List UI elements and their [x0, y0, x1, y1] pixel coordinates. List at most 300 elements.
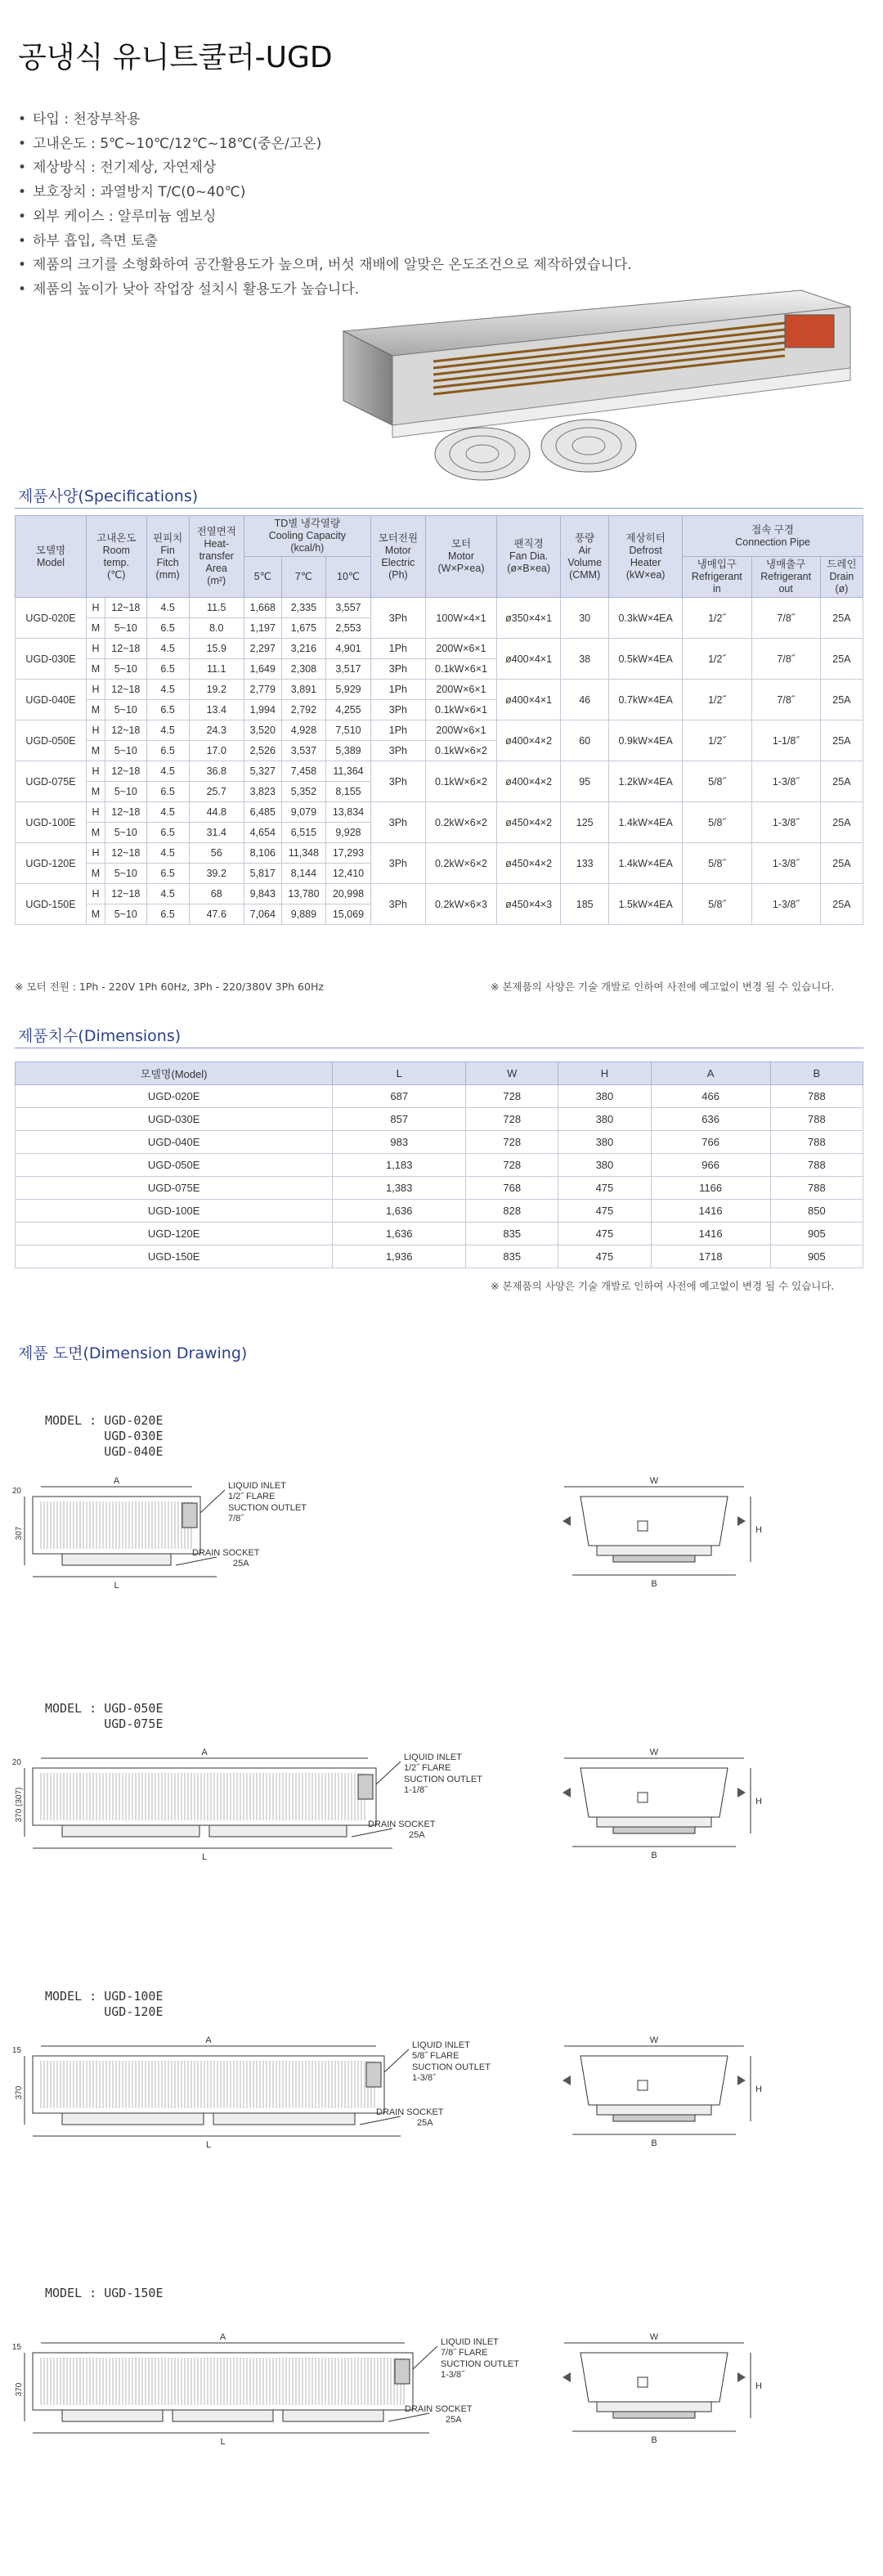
table-cell: 25A [820, 720, 863, 761]
grade-cell: M [87, 659, 105, 680]
table-cell: 1.2kW×4EA [609, 761, 683, 802]
table-cell: 30 [561, 598, 609, 639]
table-cell: 25A [820, 802, 863, 843]
table-row [16, 1177, 863, 1200]
model-cell: UGD-020E [16, 598, 87, 639]
table-cell: 200W×6×1 [426, 639, 497, 659]
drain-size: 25A [233, 1559, 249, 1568]
table-cell: 25A [820, 843, 863, 884]
table-cell: 788 [770, 1154, 863, 1177]
table-cell: 466 [651, 1085, 770, 1108]
dim-h: H [755, 2085, 762, 2094]
table-cell: 380 [558, 1131, 651, 1154]
table-cell: 12~18 [105, 884, 147, 904]
table-cell: UGD-020E [16, 1085, 333, 1108]
table-cell: 6,515 [281, 823, 326, 843]
table-cell: 47.6 [189, 904, 244, 925]
drain-size: 25A [417, 2118, 433, 2128]
col-room-temp: 고내온도 Room temp. (℃) [87, 516, 147, 598]
table-cell: ø450×4×2 [497, 802, 561, 843]
table-cell: 6.5 [146, 782, 189, 802]
dim-b: B [651, 1851, 657, 1860]
col-cap-5: 5℃ [244, 557, 281, 598]
col-heater: 제상히터 Defrost Heater (kW×ea) [609, 516, 683, 598]
grade-cell: M [87, 618, 105, 639]
dim-w: W [649, 2332, 659, 2342]
bullet: • [18, 135, 27, 152]
feature-item [18, 156, 632, 181]
table-cell: 1.4kW×4EA [609, 843, 683, 884]
table-cell: 788 [770, 1108, 863, 1131]
table-cell: 0.1kW×6×2 [426, 741, 497, 761]
table-cell: 6.5 [146, 618, 189, 639]
table-cell: 0.1kW×6×1 [426, 700, 497, 720]
table-cell: 4.5 [146, 761, 189, 782]
drawing-model-label: MODEL : UGD-100E UGD-120E [45, 1989, 164, 2019]
table-cell: 1/2˝ [683, 720, 751, 761]
table-cell: 380 [558, 1085, 651, 1108]
table-cell: 5~10 [105, 864, 147, 884]
col-connection: 접속 구경 Connection Pipe [683, 516, 863, 557]
table-cell: 31.4 [189, 823, 244, 843]
table-cell: 4,255 [326, 700, 371, 720]
grade-cell: M [87, 782, 105, 802]
table-cell: 15,069 [326, 904, 371, 925]
dim-a: A [219, 2332, 226, 2342]
table-cell: 2,792 [281, 700, 326, 720]
flare-label: 5/8˝ FLARE [412, 2051, 459, 2061]
table-cell: 9,843 [244, 884, 281, 904]
table-cell: 3Ph [370, 884, 425, 925]
suction-outlet-label: SUCTION OUTLET [441, 2359, 519, 2369]
table-cell: 2,335 [281, 598, 326, 618]
table-cell: 3,517 [326, 659, 371, 680]
model-cell: UGD-040E [16, 680, 87, 720]
dim-h: H [755, 1797, 762, 1806]
table-cell: 25A [820, 884, 863, 925]
drawing-model-label: MODEL : UGD-020E UGD-030E UGD-040E [45, 1413, 164, 1459]
table-row [16, 680, 863, 700]
table-cell: 4,928 [281, 720, 326, 741]
dim-h: H [755, 2381, 762, 2391]
dim-b: B [651, 2138, 657, 2148]
table-cell: 25A [820, 598, 863, 639]
liquid-inlet-label: LIQUID INLET [441, 2337, 499, 2347]
suction-outlet-label: SUCTION OUTLET [412, 2062, 491, 2072]
dim-l: L [220, 2437, 226, 2447]
table-cell: 5~10 [105, 782, 147, 802]
table-cell: 8.0 [189, 618, 244, 639]
feature-text: 외부 케이스 : 알루미늄 엠보싱 [33, 208, 217, 225]
table-cell: 44.8 [189, 802, 244, 823]
table-cell: 4,654 [244, 823, 281, 843]
table-cell: 4.5 [146, 639, 189, 659]
table-cell: 12~18 [105, 680, 147, 700]
table-cell: ø400×4×1 [497, 639, 561, 680]
liquid-inlet-label: LIQUID INLET [228, 1481, 286, 1491]
table-cell: UGD-075E [16, 1177, 333, 1200]
table-cell: 0.5kW×4EA [609, 639, 683, 680]
feature-text: 제상방식 : 전기제상, 자연제상 [33, 159, 217, 177]
fan-guard [62, 1554, 171, 1565]
table-cell: 11.1 [189, 659, 244, 680]
drain-size: 25A [409, 1830, 425, 1840]
feature-text: 고내온도 : 5℃~10℃/12℃~18℃(중온/고온) [33, 135, 322, 152]
table-cell: 5~10 [105, 823, 147, 843]
table-cell: 768 [466, 1177, 558, 1200]
table-cell: 60 [561, 720, 609, 761]
motor-note: ※ 모터 전원 : 1Ph - 220V 1Ph 60Hz, 3Ph - 220/380V 3Ph 60Hz [15, 981, 324, 993]
col-motor: 모터 Motor (W×P×ea) [426, 516, 497, 598]
fan-guard [283, 2410, 383, 2421]
col-header: 모델명(Model) [16, 1062, 333, 1085]
table-cell: 8,106 [244, 843, 281, 864]
dim-w: W [649, 1476, 659, 1486]
table-cell: 200W×6×1 [426, 720, 497, 741]
table-cell: 1,936 [333, 1245, 466, 1268]
table-cell: 95 [561, 761, 609, 802]
table-cell: 4.5 [146, 680, 189, 700]
table-cell: 5,929 [326, 680, 371, 700]
table-cell: 5/8˝ [683, 802, 751, 843]
flare-label: 7/8˝ FLARE [441, 2348, 488, 2358]
table-cell: 9,928 [326, 823, 371, 843]
front-view-body [580, 2056, 728, 2105]
suction-outlet-label: SUCTION OUTLET [404, 1775, 482, 1784]
table-cell: 1-3/8˝ [751, 843, 820, 884]
drawing-model-label: MODEL : UGD-150E [45, 2286, 164, 2300]
col-model: 모델명 Model [16, 516, 87, 598]
table-cell: 185 [561, 884, 609, 925]
dim-w: W [649, 2035, 659, 2045]
table-cell: 5/8˝ [683, 884, 751, 925]
flare-label: 1/2˝ FLARE [228, 1492, 276, 1501]
liquid-inlet-label: LIQUID INLET [412, 2040, 470, 2050]
dim-top: 15 [11, 2343, 21, 2352]
fan-guard [62, 2410, 163, 2421]
table-cell: 39.2 [189, 864, 244, 884]
model-cell: UGD-030E [16, 639, 87, 680]
table-row [16, 639, 863, 659]
table-cell: 25A [820, 761, 863, 802]
table-cell: 5,352 [281, 782, 326, 802]
feature-text: 제품의 크기를 소형화하여 공간활용도가 높으며, 버섯 재배에 알맞은 온도조건으로 제작하였습니다. [33, 257, 632, 274]
airflow-arrow-right [737, 2076, 746, 2085]
table-cell: 100W×4×1 [426, 598, 497, 639]
table-cell: 8,155 [326, 782, 371, 802]
table-cell: 13,780 [281, 884, 326, 904]
table-cell: 1416 [651, 1200, 770, 1223]
table-cell: 6.5 [146, 741, 189, 761]
model-cell: UGD-050E [16, 720, 87, 761]
grade-cell: M [87, 700, 105, 720]
table-cell: 1,636 [333, 1200, 466, 1223]
table-cell: 1416 [651, 1223, 770, 1245]
col-header: L [333, 1062, 466, 1085]
col-area: 전열면적 Heat- transfer Area (m²) [189, 516, 244, 598]
table-cell: 6.5 [146, 700, 189, 720]
table-cell: 5~10 [105, 741, 147, 761]
table-cell: 1166 [651, 1177, 770, 1200]
table-cell: 788 [770, 1177, 863, 1200]
table-cell: 2,308 [281, 659, 326, 680]
flare-label: 1/2˝ FLARE [404, 1763, 451, 1773]
fan-guard [62, 2113, 204, 2125]
table-cell: 25A [820, 639, 863, 680]
table-cell: 200W×6×1 [426, 680, 497, 700]
table-cell: 11,348 [281, 843, 326, 864]
front-view-body [580, 1768, 728, 1817]
table-cell: ø400×4×1 [497, 680, 561, 720]
table-cell: 687 [333, 1085, 466, 1108]
table-cell: 1-3/8˝ [751, 802, 820, 843]
table-cell: 7,458 [281, 761, 326, 782]
dim-l: L [201, 1852, 208, 1862]
table-cell: 7,510 [326, 720, 371, 741]
table-cell: 1.4kW×4EA [609, 802, 683, 843]
table-cell: 766 [651, 1131, 770, 1154]
outlet-size: 1-3/8˝ [441, 2370, 464, 2380]
fan-guard [213, 2113, 355, 2125]
outlet-size: 1-1/8˝ [404, 1785, 428, 1795]
dimensions-note: ※ 본제품의 사양은 기술 개발로 인하여 사전에 예고없이 변경 될 수 있습니다. [491, 1280, 835, 1292]
col-header: A [651, 1062, 770, 1085]
table-cell: 12~18 [105, 802, 147, 823]
liquid-inlet-label: LIQUID INLET [404, 1752, 462, 1762]
airflow-arrow-left [563, 2372, 571, 2382]
side-view-body [33, 2056, 384, 2113]
table-cell: 13.4 [189, 700, 244, 720]
table-cell: 1,994 [244, 700, 281, 720]
table-cell: 36.8 [189, 761, 244, 782]
table-cell: 1Ph [370, 639, 425, 659]
dim-a: A [201, 1748, 208, 1757]
table-row [16, 1245, 863, 1268]
bullet: • [18, 232, 27, 249]
table-cell: 3,557 [326, 598, 371, 618]
table-cell: 4.5 [146, 884, 189, 904]
table-cell: 475 [558, 1200, 651, 1223]
table-cell: 1,183 [333, 1154, 466, 1177]
airflow-arrow-left [563, 1516, 571, 1526]
model-cell: UGD-150E [16, 884, 87, 925]
table-cell: 6.5 [146, 823, 189, 843]
drawing-title: 제품 도면(Dimension Drawing) [18, 1344, 248, 1362]
dim-height: 307 [15, 1526, 24, 1541]
table-cell: 125 [561, 802, 609, 843]
dim-w: W [649, 1748, 659, 1757]
table-cell: ø450×4×2 [497, 843, 561, 884]
table-cell: 12~18 [105, 598, 147, 618]
table-cell: 5,327 [244, 761, 281, 782]
table-cell: UGD-040E [16, 1131, 333, 1154]
spec-note: ※ 본제품의 사양은 기술 개발로 인하여 사전에 예고없이 변경 될 수 있습니다. [491, 981, 835, 993]
table-cell: 380 [558, 1108, 651, 1131]
table-cell: 636 [651, 1108, 770, 1131]
col-cap-7: 7℃ [281, 557, 326, 598]
table-cell: 9,889 [281, 904, 326, 925]
table-cell: 1Ph [370, 720, 425, 741]
table-cell: 12~18 [105, 720, 147, 741]
table-cell: 788 [770, 1085, 863, 1108]
table-cell: 905 [770, 1245, 863, 1268]
table-cell: 1,675 [281, 618, 326, 639]
table-cell: 0.1kW×6×2 [426, 761, 497, 802]
table-row [16, 720, 863, 741]
table-cell: 46 [561, 680, 609, 720]
spec-title: 제품사양(Specifications) [18, 487, 199, 505]
table-row [16, 1108, 863, 1131]
table-cell: 0.2kW×6×2 [426, 802, 497, 843]
feature-item [18, 205, 632, 230]
table-cell: 1.5kW×4EA [609, 884, 683, 925]
feature-text: 하부 흡입, 측면 토출 [33, 232, 158, 249]
table-cell: 0.3kW×4EA [609, 598, 683, 639]
table-cell: 38 [561, 639, 609, 680]
dim-top: 20 [11, 1487, 21, 1496]
front-view-body [580, 1497, 728, 1546]
drawing-model-label: MODEL : UGD-050E UGD-075E [45, 1701, 164, 1731]
dim-a: A [205, 2035, 212, 2045]
table-cell: 380 [558, 1154, 651, 1177]
table-cell: 2,526 [244, 741, 281, 761]
table-cell: 56 [189, 843, 244, 864]
table-cell: 7/8˝ [751, 680, 820, 720]
table-cell: 1/2˝ [683, 680, 751, 720]
table-cell: 3,216 [281, 639, 326, 659]
table-cell: 9,079 [281, 802, 326, 823]
col-header: B [770, 1062, 863, 1085]
table-row [16, 884, 863, 904]
table-cell: 1718 [651, 1245, 770, 1268]
table-cell: 3,823 [244, 782, 281, 802]
dimensions-table [15, 1061, 863, 1268]
table-row [16, 843, 863, 864]
table-cell: 3Ph [370, 598, 425, 639]
table-cell: 4.5 [146, 598, 189, 618]
drain-socket-label: DRAIN SOCKET [192, 1548, 260, 1558]
bullet: • [18, 184, 27, 201]
table-cell: 24.3 [189, 720, 244, 741]
dim-height: 370 (307) [15, 1787, 24, 1823]
table-cell: ø350×4×1 [497, 598, 561, 639]
table-cell: 0.1kW×6×1 [426, 659, 497, 680]
table-cell: 728 [466, 1085, 558, 1108]
table-cell: 3,520 [244, 720, 281, 741]
col-cap-10: 10℃ [326, 557, 371, 598]
table-cell: UGD-150E [16, 1245, 333, 1268]
table-cell: 6,485 [244, 802, 281, 823]
fan-guard [62, 1825, 199, 1837]
grade-cell: M [87, 741, 105, 761]
airflow-arrow-right [737, 1516, 746, 1526]
dim-l: L [114, 1581, 119, 1591]
fan-guard [209, 1825, 347, 1837]
dim-top: 20 [11, 1758, 21, 1767]
table-row [16, 1085, 863, 1108]
col-ref-in: 냉매입구 Refrigerant in [683, 557, 751, 598]
table-cell: 4.5 [146, 802, 189, 823]
drain-socket-label: DRAIN SOCKET [376, 2107, 444, 2117]
table-cell: 5~10 [105, 904, 147, 925]
table-cell: 835 [466, 1245, 558, 1268]
table-cell: 4.5 [146, 843, 189, 864]
table-row [16, 1131, 863, 1154]
airflow-arrow-right [737, 1788, 746, 1797]
grade-cell: H [87, 720, 105, 741]
divider [15, 508, 863, 509]
table-cell: 8,144 [281, 864, 326, 884]
col-fan: 팬직경 Fan Dia. (ø×B×ea) [497, 516, 561, 598]
table-cell: 11,364 [326, 761, 371, 782]
col-header: W [466, 1062, 558, 1085]
grade-cell: H [87, 761, 105, 782]
table-cell: 5~10 [105, 700, 147, 720]
model-cell: UGD-120E [16, 843, 87, 884]
table-row [16, 1223, 863, 1245]
table-cell: 25.7 [189, 782, 244, 802]
table-cell: 0.2kW×6×3 [426, 884, 497, 925]
dimension-drawing [11, 2023, 850, 2219]
table-cell: 15.9 [189, 639, 244, 659]
bullet: • [18, 159, 27, 177]
table-cell: 1-1/8˝ [751, 720, 820, 761]
table-cell: 475 [558, 1223, 651, 1245]
suction-outlet-label: SUCTION OUTLET [228, 1503, 307, 1513]
dimension-drawing [11, 1464, 850, 1660]
drain-size: 25A [446, 2415, 462, 2425]
table-cell: UGD-030E [16, 1108, 333, 1131]
table-cell: 1,649 [244, 659, 281, 680]
outlet-size: 1-3/8˝ [412, 2073, 436, 2083]
table-cell: 6.5 [146, 659, 189, 680]
table-cell: 6.5 [146, 864, 189, 884]
table-cell: 966 [651, 1154, 770, 1177]
table-cell: 0.2kW×6×2 [426, 843, 497, 884]
grade-cell: H [87, 843, 105, 864]
table-cell: 13,834 [326, 802, 371, 823]
table-cell: 7/8˝ [751, 598, 820, 639]
table-cell: 3Ph [370, 843, 425, 884]
grade-cell: M [87, 864, 105, 884]
table-cell: 5,817 [244, 864, 281, 884]
table-cell: 5~10 [105, 659, 147, 680]
col-capacity: TD별 냉각열량 Cooling Capacity (kcal/h) [244, 516, 370, 557]
drain-socket-label: DRAIN SOCKET [368, 1820, 436, 1829]
table-cell: 5/8˝ [683, 761, 751, 802]
table-cell: 1-3/8˝ [751, 884, 820, 925]
table-cell: 728 [466, 1154, 558, 1177]
grade-cell: H [87, 680, 105, 700]
table-cell: 12~18 [105, 761, 147, 782]
table-cell: 828 [466, 1200, 558, 1223]
table-cell: 3Ph [370, 700, 425, 720]
table-cell: 1-3/8˝ [751, 761, 820, 802]
dim-b: B [651, 1579, 657, 1589]
table-cell: 475 [558, 1177, 651, 1200]
table-cell: 1Ph [370, 680, 425, 700]
table-row [16, 1200, 863, 1223]
table-cell: 68 [189, 884, 244, 904]
dimension-drawing [11, 1735, 850, 1932]
table-cell: 1,668 [244, 598, 281, 618]
table-cell: ø400×4×2 [497, 720, 561, 761]
table-cell: ø450×4×3 [497, 884, 561, 925]
dimensions-title: 제품치수(Dimensions) [18, 1027, 182, 1045]
table-cell: 3Ph [370, 741, 425, 761]
table-cell: 857 [333, 1108, 466, 1131]
table-cell: 12~18 [105, 843, 147, 864]
